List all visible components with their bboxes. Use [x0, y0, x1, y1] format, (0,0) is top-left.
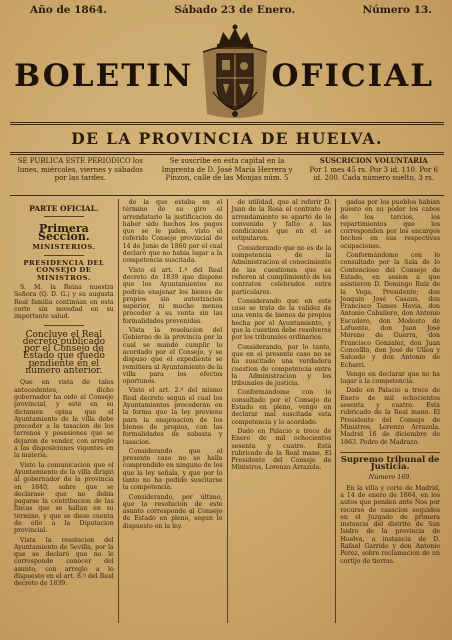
publication-schedule: SE PUBLICA ESTE PERIÓDICO los lunes, miércoles, viernes y sábados por las tardes.	[17, 157, 143, 182]
court-number: Número 169.	[368, 473, 412, 482]
masthead-title-left: BOLETIN	[14, 58, 194, 94]
subscription-prices: Por 1 mes 45 rs. Por 3 id. 110. Por 6 id. 200. Cada número suelto, 3 rs.	[309, 165, 438, 182]
column-4	[335, 199, 444, 623]
paragraph: S. M. la Reina nuestra Señora (Q. D. G.) y su augusta Real familia continúan en esta corte sin novedad en su importante salud.	[14, 284, 114, 321]
subscription-place: Se suscribe en esta capital en la Imprenta de D. José María Herrera y Pinzon, calle de las Monjas núm. 5	[161, 157, 293, 182]
divider	[44, 255, 84, 256]
masthead-title-right: OFICIAL	[271, 58, 434, 94]
subscription-title: SUSCRICION VOLUNTARIA	[319, 157, 428, 165]
paragraph: Vista la resolucion del Ayuntamiento de Sevilla, por la que se declaró que no le corresponde conocer del asunto, con arreglo a lo dispuesto en el art. 8.º del Real decreto de 1839.	[14, 536, 114, 588]
paragraph: Dado en Palacio a trece de Enero de mil ochocientos sesenta y cuatro. Está rubricado de la Real mano. El Presidente del Consejo de Ministros, Lorenzo Arrazola. Madrid 16 de diciembre de 1863. Pedro de Madrazo.	[340, 387, 440, 446]
paragraph: Vengo en declarar que no ha lugar a la competencia.	[340, 370, 440, 386]
issue-date: Sábado 23 de Enero.	[174, 4, 296, 16]
paragraph: de utilidad, que al referir D. Juan de la Rosa el contrato de arrendamiento se apartó de lo convenido y faltó a las condiciones que en el se estipularon.	[231, 199, 332, 243]
paragraph: Considerando, por lo tanto, que en el presente caso no se ha suscitado una verdadera cuestion de competencia entre la Administracion y los tribunales de justicia.	[231, 343, 332, 388]
masthead	[10, 22, 444, 122]
column-1	[10, 199, 118, 623]
divider	[44, 325, 84, 326]
province-heading: DE LA PROVINCIA DE HUELVA.	[71, 129, 383, 148]
issue-number: Número 13.	[362, 4, 432, 16]
paragraph: Considerando que en este caso se trata de la validez de una venta de bienes de propios hecha por el Ayuntamiento, y que la cuestion debe resolverse por los tribunales ordinarios.	[231, 297, 332, 342]
issue-line	[10, 4, 444, 20]
ministries-heading: MINISTERIOS.	[32, 242, 96, 251]
info-rule	[10, 195, 444, 196]
paragraph: Vista la resolucion del Gobierno de la provincia por la cual se mandó cumplir lo acordado por el Consejo, y se dispuso que el expediente se remitiera al Ayuntamiento de la villa para los efectos oportunos.	[122, 327, 223, 386]
court-heading: Supremo tribunal de Justicia.	[340, 452, 440, 472]
divider	[44, 216, 84, 217]
paragraph: Que en vista de tales antecedentes, dicho gobernador ha oido al Consejo provincial, y este en su dictamen opina que el Ayuntamiento de la villa debe proceder a la tasacion de los terrenos y posesiones que se dejaron de vender, con arreglo a las disposiciones vigentes en la materia.	[14, 379, 114, 460]
article-columns	[10, 199, 444, 623]
paragraph: gadas por los pueblos habian puesto en su poder los cabos de los tercios, los repartimientos que les corresponden por los encargos hechos en sus respectivas ocupaciones.	[340, 199, 440, 250]
paragraph: Considerando, por último, que la resolucion de este asunto corresponde al Consejo de Estado en pleno, segun lo dispuesto en la ley.	[122, 493, 223, 530]
publication-info	[10, 157, 444, 195]
subscription-info	[303, 157, 444, 195]
column-3	[227, 199, 336, 623]
paragraph: Considerando que no es de la competencia de la Administracion el conocimiento de las cuestiones que se refieren al cumplimiento de los contratos celebrados entre particulares.	[231, 244, 332, 296]
paragraph: Visto el art. 1.º del Real decreto de 1839 que dispone que los Ayuntamientos no podrán enajenar los bienes de propios sin autorizacion superior, ni mucho menos proceder a su venta sin las formalidades prevenidas.	[122, 266, 223, 325]
part-heading: PARTE OFICIAL.	[29, 204, 99, 213]
paragraph: Visto la comunicacion que el Ayuntamiento de la villa dirigió al gobernador de la provincia en 1840, sobre que se declarase que no debia pagarse la contribucion de las fincas que se hallan en su término, y que se diese cuenta de ello a la Diputacion provincial.	[14, 461, 114, 535]
column-2	[118, 199, 227, 623]
decree-note: Concluye el Real decreto publicado por el Consejo de Estado que quedó pendiente en el número anterior.	[22, 329, 106, 377]
province-rule	[10, 152, 444, 155]
presidency-heading: PRESIDENCIA DEL CONSEJO DE MINISTROS.	[23, 259, 105, 282]
paragraph: En la villa y corte de Madrid, a 14 de enero de 1864, en los autos que penden ante Nos por recurso de casacion seguidos en el Juzgado de primera instancia del distrito de San Isidro de la provincia de Huelva, a instancia de D. Rafael Garrido y don Antonio Perez, sobre reclamacion de un cortijo de tierras.	[340, 484, 440, 565]
paragraph: Dado en Palacio a trece de Enero de mil ochocientos sesenta y cuatro. Está rubricado de la Real mano. El Presidente del Consejo de Ministros, Lorenzo Arrazola.	[231, 427, 332, 472]
issue-year: Año de 1864.	[30, 4, 107, 16]
masthead-rule	[10, 122, 444, 125]
paragraph: de la que estaba en el término de su giro el arrendatario la justificacion de haber sido hechos los pagos que se le piden, visto el referido Consejo provincial de 14 de Junio de 1860 por el cual declaró que no habia lugar a la competencia suscitada.	[122, 199, 223, 265]
paragraph: Visto el art. 2.º del mismo Real decreto segun el cual los Ayuntamientos procederán en la forma que la ley previene para la enajenacion de los bienes de propios, con las formalidades de subasta y tasacion.	[122, 387, 223, 446]
paragraph: Considerando que el presente caso no se halla comprendido en ninguno de los que la ley señala, y que por lo tanto no ha podido suscitarse la competencia.	[122, 447, 223, 492]
paragraph: Conformándome con lo consultado por la Sala de lo Contencioso del Consejo de Estado, en sesion a que asistieron D. Domingo Ruiz de la Vega, Presidente; don Joaquin José Casaus, don Francisco Tames Hevia, don Antonio Caballero, don Antonio Escudero, don Modesto de Lafuente, don Juan José Moreno de Guerra, don Francisco Gonzalez, don Juan Concelllo, don José de Ulloa y Salcedo y don Antonio de Echarri.	[340, 252, 440, 369]
paragraph: Conformándome con lo consultado por el Consejo de Estado en pleno, vengo en declarar mal suscitada esta competencia y lo acordado.	[231, 389, 332, 426]
coat-of-arms-icon	[197, 22, 273, 122]
section-heading: Primera Seccion.	[38, 222, 90, 243]
